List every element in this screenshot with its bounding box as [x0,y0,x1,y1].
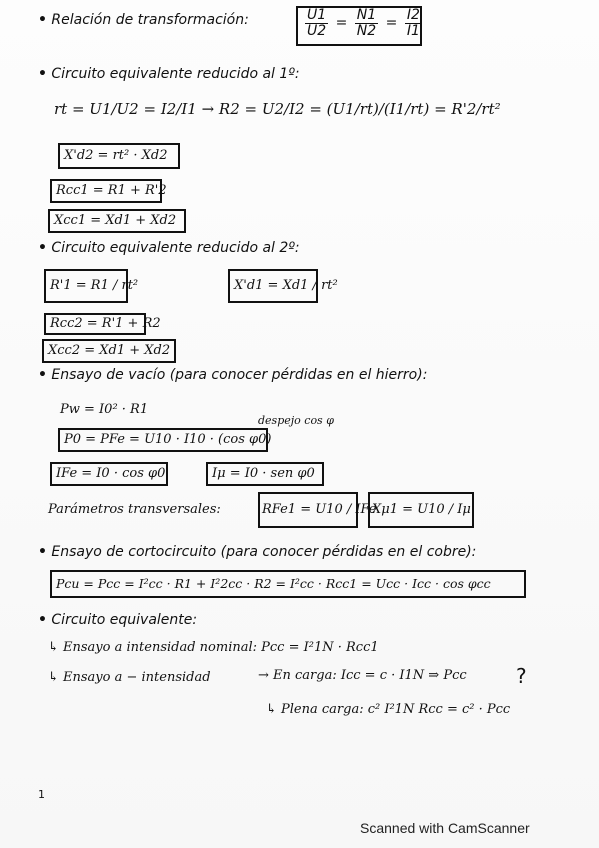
i1: I1 [406,22,420,39]
equals: = [385,15,398,32]
i2: I2 [406,7,420,23]
xd1prime-formula: X'd1 = Xd1 / rt² [234,278,338,293]
despejo-note: despejo cos φ [258,414,334,427]
u2: U2 [307,22,327,39]
ife-formula: IFe = I0 · cos φ0 [56,466,166,481]
heading-text: Relación de transformación: [51,12,249,28]
camscanner-footer: Scanned with CamScanner [360,820,530,836]
heading-text: Circuito equivalente: [51,612,198,628]
p0-formula: P0 = PFe = U10 · I10 · (cos φ0) [64,432,272,447]
n2: N2 [356,22,377,39]
heading-text: Circuito equivalente reducido al 1º: [51,66,300,82]
relacion-heading [38,12,249,28]
page-number: 1 [38,788,45,801]
bullet: • [38,66,47,82]
u1: U1 [307,7,327,23]
relacion-formula [302,8,425,38]
ensayo-menos-line: ↳ Ensayo a − intensidad [48,670,211,685]
rfe-formula: RFe1 = U10 / IFe [262,502,377,517]
bullet: • [38,12,47,28]
heading-text: Ensayo de vacío (para conocer pérdidas en el hierro): [51,367,428,383]
circuito-equivalente-heading [38,612,197,628]
rcc2-formula: Rcc2 = R'1 + R2 [50,316,161,331]
vacio-heading [38,367,427,383]
cortocircuito-heading [38,544,476,560]
pcu-formula: Pcu = Pcc = I²cc · R1 + I²2cc · R2 = I²cc · Rcc1 = Ucc · Icc · cos φcc [56,576,491,591]
reducido1-heading [38,66,300,82]
equals: = [335,15,348,32]
xcc2-formula: Xcc2 = Xd1 + Xd2 [48,343,171,358]
question-mark: ? [516,664,527,688]
bullet: • [38,240,47,256]
en-carga-line: → En carga: Icc = c · I1N ⇒ Pcc [258,668,467,683]
n1: N1 [356,7,377,23]
xcc1-formula: Xcc1 = Xd1 + Xd2 [54,213,177,228]
rt-expression: rt = U1/U2 = I2/I1 → R2 = U2/I2 = (U1/rt)/(I1/rt) = R'2/rt² [54,100,501,118]
rcc1-formula: Rcc1 = R1 + R'2 [56,183,167,198]
ensayo-nominal-line: ↳ Ensayo a intensidad nominal: Pcc = I²1N · Rcc1 [48,640,379,655]
bullet: • [38,612,47,628]
plena-carga-line: ↳ Plena carga: c² I²1N Rcc = c² · Pcc [266,702,511,717]
imu-formula: Iμ = I0 · sen φ0 [212,466,315,481]
bullet: • [38,367,47,383]
heading-text: Ensayo de cortocircuito (para conocer pérdidas en el cobre): [51,544,477,560]
r1prime-formula: R'1 = R1 / rt² [50,278,139,293]
xd2-formula: X'd2 = rt² · Xd2 [64,148,168,163]
parametros-label: Parámetros transversales: [48,502,221,517]
xmu-formula: Xμ1 = U10 / Iμ [372,502,471,517]
pw-formula: Pw = I0² · R1 [60,402,149,417]
reducido2-heading [38,240,300,256]
heading-text: Circuito equivalente reducido al 2º: [51,240,300,256]
bullet: • [38,544,47,560]
